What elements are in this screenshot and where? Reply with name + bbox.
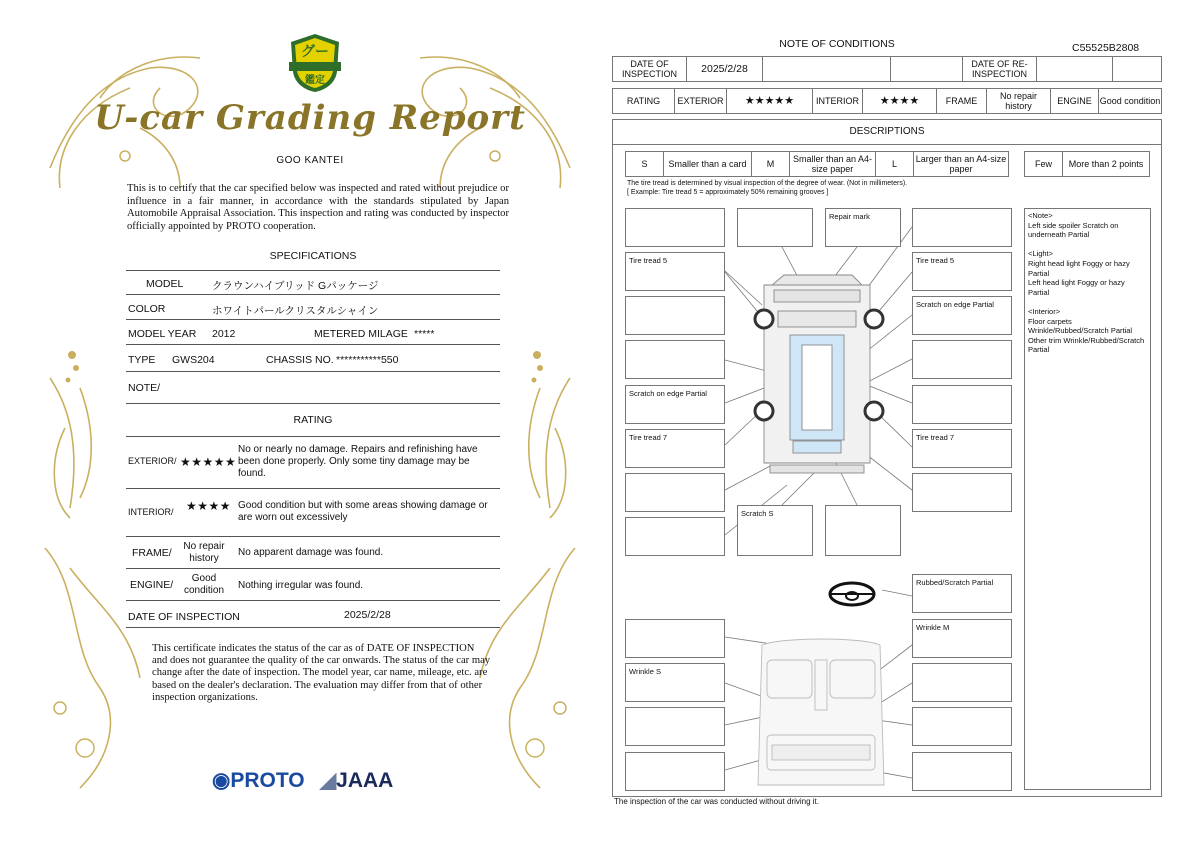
metered-milage-label: METERED MILAGE [314,328,408,340]
type-label: TYPE [128,354,156,366]
reinspection-label: DATE OF RE-INSPECTION [963,57,1037,81]
rating-table [612,88,1162,114]
report-code: C55525B2808 [1072,42,1140,54]
report-subtitle: GOO KANTEI [276,155,344,166]
exterior-label: EXTERIOR/ [128,456,177,466]
date-spacer [891,57,963,81]
chassis-value: ***********550 [336,354,399,366]
model-value: クラウンハイブリッド Gパッケージ [212,280,379,292]
light-heading: <Light> [1028,249,1054,259]
jaaa-logo-mark-icon: ◢ [320,769,337,792]
mark-box [625,707,725,746]
engine-value: Good condition [183,573,225,596]
mark-box-tire-rear-right [912,429,1012,468]
legend-m-desc: Smaller than an A4-size paper [790,152,876,176]
interior-label: INTERIOR [813,89,863,113]
model-label: MODEL [146,278,184,290]
metered-milage-value: ***** [414,328,435,340]
mark-box [625,208,725,247]
engine-label: ENGINE [1051,89,1099,113]
scratch-s-label: Scratch S [741,509,774,518]
frame-label: FRAME [937,89,987,113]
model-year-label: MODEL YEAR [128,328,197,340]
frame-label: FRAME/ [132,547,172,559]
frame-value: No repair history [987,89,1051,113]
grading-certificate [40,28,580,828]
interior-stars: ★★★★ [186,499,232,513]
legend-s-desc: Smaller than a card [664,152,752,176]
note-text: Left side spoiler Scratch on underneath Partial [1028,220,1119,240]
date-of-inspection-value: 2025/2/28 [344,609,391,621]
rating-row-interior [126,489,500,537]
mark-box-tire-front-right [912,252,1012,291]
date-of-inspection-value: 2025/2/28 [687,57,763,81]
certificate-footer-text: This certificate indicates the status of the car as of DATE OF INSPECTION and does not guarantee the quality of the car onwards. The status of the car may change after the date of inspection. The model year, car name, mileage, etc. are based on the dealer's declaration. The evaluation may differ from that of other inspection organizations. [152,643,491,703]
certificate-intro: This is to certify that the car specified below was inspected and rated without prejudice or influence in a fair manner, in accordance with the standards stipulated by Japan Automobile Appraisal Association. This inspection and rating was conducted by inspector officially appointed by PROTO cooperation. [127,183,509,232]
note-heading: <Note> [1028,211,1053,220]
reinspection-extra [1113,57,1161,81]
spec-row-model-year [126,320,500,345]
jaaa-logo [320,768,393,793]
mark-box-wrinkle-m [912,619,1012,658]
mark-box [912,385,1012,424]
repair-mark-label: Repair mark [829,212,870,221]
tire-rear-left-label: Tire tread 7 [629,433,668,442]
mark-box [737,208,813,247]
proto-logo [212,768,305,793]
wrinkle-s-label: Wrinkle S [629,667,661,676]
mark-box [912,208,1012,247]
frame-description: No apparent damage was found. [238,547,384,558]
frame-value: No repair history [183,541,225,564]
mark-box-rubbed-scratch [912,574,1012,613]
scratch-left-label: Scratch on edge Partial [629,389,707,398]
rating-row-frame [126,537,500,569]
reinspection-value [1037,57,1113,81]
report-title: U-car Grading Report [94,98,526,138]
spec-row-type [126,345,500,372]
exterior-label: EXTERIOR [675,89,727,113]
gold-ornament-frame [40,28,580,828]
mark-box [912,473,1012,512]
rubbed-scratch-label: Rubbed/Scratch Partial [916,578,994,587]
proto-logo-mark-icon: ◉ [212,769,231,792]
date-of-inspection-label: DATE OF INSPECTION [613,57,687,81]
spec-row-color [126,295,500,320]
interior-description: Good condition but with some areas showing damage or are worn out excessively [238,500,488,523]
mark-box [625,473,725,512]
interior-heading: <Interior> [1028,306,1061,316]
condition-notes [1024,208,1151,790]
color-label: COLOR [128,303,166,315]
note-label: NOTE/ [128,382,161,394]
exterior-description: No or nearly no damage. Repairs and refinishing have been done properly. Only some tiny damage may be found. [238,444,478,479]
exterior-stars: ★★★★★ [180,455,237,469]
note-of-conditions-title: NOTE OF CONDITIONS [779,38,895,50]
mark-box [912,752,1012,791]
engine-value: Good condition [1099,96,1161,106]
mark-box [625,517,725,556]
model-year-value: 2012 [212,328,236,340]
goo-kantei-badge-icon [287,32,343,94]
legend-l: L [876,152,914,176]
svg-text:鑑定: 鑑定 [305,75,325,86]
mark-box-scratch-s [737,505,813,556]
tire-tread-note-line-2: [ Example: Tire tread 5 = approximately 50% remaining grooves ] [627,189,829,196]
date-spacer [763,57,891,81]
mark-box-wrinkle-s [625,663,725,702]
light-note-1: Right head light Foggy or hazy Partial [1028,258,1130,278]
steering-wheel-icon [830,583,874,605]
jaaa-logo-text: JAAA [336,769,394,792]
legend-few-desc: More than 2 points [1068,159,1144,169]
date-of-inspection-label: DATE OF INSPECTION [128,611,240,623]
interior-note-2: Other trim Wrinkle/Rubbed/Scratch Partial [1028,335,1145,355]
rating-heading: RATING [293,414,333,426]
inspection-date-row [126,601,500,628]
mark-box [912,663,1012,702]
mark-box-repair-mark [825,208,901,247]
car-interior-view [758,639,884,785]
spec-row-model [126,270,500,295]
mark-box [912,340,1012,379]
car-top-view [764,275,870,473]
mark-box-tire-rear-left [625,429,725,468]
legend-l-desc: Larger than an A4-size paper [915,154,1007,174]
tire-front-left-label: Tire tread 5 [629,256,668,265]
rating-row-exterior [126,436,500,489]
wrinkle-m-label: Wrinkle M [916,623,950,632]
mark-box [912,707,1012,746]
mark-box [625,619,725,658]
mark-box [625,752,725,791]
mark-box-tire-front-left [625,252,725,291]
legend-few: Few [1025,152,1063,176]
interior-label: INTERIOR/ [128,507,174,517]
tire-front-right-label: Tire tread 5 [916,256,955,265]
interior-note-1: Floor carpets Wrinkle/Rubbed/Scratch Partial [1028,316,1133,336]
proto-logo-text: PROTO [230,769,305,792]
mark-box [825,505,901,556]
tire-tread-note-line-1: The tire tread is determined by visual inspection of the degree of wear. (Not in millimeters). [627,180,908,187]
color-value: ホワイトパールクリスタルシャイン [212,305,379,317]
mark-box-scratch-left [625,385,725,424]
rating-label: RATING [613,89,675,113]
legend-m: M [752,152,790,176]
spec-row-note [126,372,500,404]
svg-text:グー: グー [301,44,329,60]
type-value: GWS204 [172,354,215,366]
inspection-disclaimer: The inspection of the car was conducted without driving it. [614,797,819,806]
specifications-heading: SPECIFICATIONS [269,250,357,262]
chassis-label: CHASSIS NO. [266,354,334,366]
rating-row-engine [126,569,500,601]
legend-s: S [626,152,664,176]
tire-rear-right-label: Tire tread 7 [916,433,955,442]
exterior-stars: ★★★★★ [727,89,813,113]
engine-label: ENGINE/ [130,579,174,591]
light-note-2: Left head light Foggy or hazy Partial [1028,278,1125,297]
inspection-dates-table [612,56,1162,82]
mark-box-scratch-right [912,296,1012,335]
descriptions-heading: DESCRIPTIONS [612,119,1162,145]
mark-box [625,340,725,379]
scratch-right-label: Scratch on edge Partial [916,300,994,309]
interior-stars: ★★★★ [863,89,937,113]
engine-description: Nothing irregular was found. [238,580,364,591]
mark-box [625,296,725,335]
